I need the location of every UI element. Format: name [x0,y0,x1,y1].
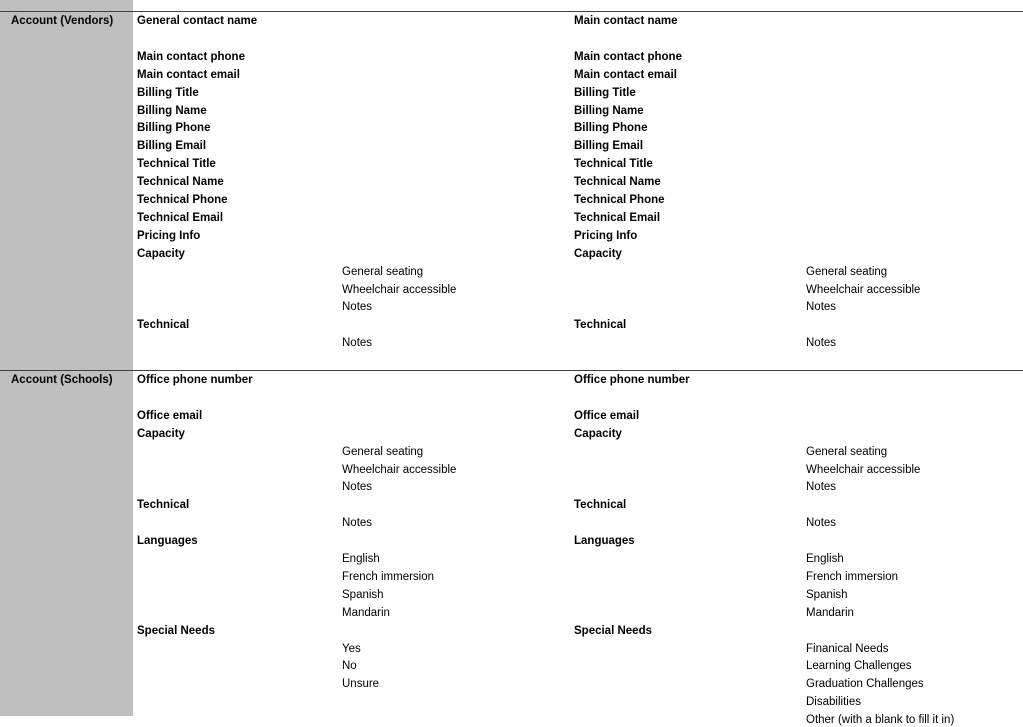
field-option: General seating [342,266,424,278]
field-option: French immersion [806,571,899,583]
field-option: Notes [342,301,373,313]
field-label: Main contact name [574,15,678,27]
field-label: Languages [574,535,635,547]
field-option: Spanish [342,589,384,601]
section-label: Account (Schools) [11,374,113,386]
field-option: Notes [806,337,837,349]
field-option: Spanish [806,589,848,601]
field-option: Finanical Needs [806,643,889,655]
field-label: Technical Phone [137,194,228,206]
field-label: Billing Email [137,140,207,152]
field-label: Office email [137,410,203,422]
field-label: Special Needs [574,625,652,637]
field-label: Technical [137,319,190,331]
field-option: Learning Challenges [806,660,912,672]
field-label: Capacity [574,428,622,440]
field-label: Billing Email [574,140,644,152]
field-label: Technical [574,499,627,511]
field-label: Pricing Info [574,230,638,242]
field-option: Mandarin [342,607,390,619]
field-label: Billing Title [137,87,199,99]
field-label: Capacity [137,428,185,440]
field-label: Office email [574,410,640,422]
field-label: Technical Email [574,212,661,224]
field-option: Notes [806,517,837,529]
field-label: Pricing Info [137,230,201,242]
field-label: Billing Title [574,87,636,99]
field-option: French immersion [342,571,435,583]
field-option: Wheelchair accessible [342,284,457,296]
field-label: Technical Name [137,176,224,188]
field-option: Wheelchair accessible [806,464,921,476]
field-label: Technical [137,499,190,511]
field-option: Yes [342,643,361,655]
field-label: Main contact email [574,69,677,81]
field-label: Office phone number [137,374,253,386]
field-option: English [342,553,380,565]
field-label: Billing Name [574,105,644,117]
field-label: Technical Title [137,158,216,170]
field-label: Technical Phone [574,194,665,206]
field-label: Languages [137,535,198,547]
field-label: Technical Title [574,158,653,170]
section-divider [0,370,1023,371]
field-label: Main contact email [137,69,240,81]
field-label: General contact name [137,15,258,27]
field-label: Technical [574,319,627,331]
label-column [0,0,133,716]
field-option: Other (with a blank to fill it in) [806,714,955,726]
field-option: Mandarin [806,607,854,619]
field-label: Special Needs [137,625,215,637]
field-label: Billing Phone [137,122,211,134]
field-option: Notes [342,517,373,529]
field-label: Main contact phone [574,51,682,63]
field-label: Capacity [574,248,622,260]
field-option: Notes [342,481,373,493]
field-label: Billing Name [137,105,207,117]
field-option: No [342,660,357,672]
section-divider [0,11,1023,12]
field-option: General seating [806,446,888,458]
field-option: Notes [806,301,837,313]
field-label: Technical Name [574,176,661,188]
section-label: Account (Vendors) [11,15,114,27]
field-label: Main contact phone [137,51,245,63]
field-option: Wheelchair accessible [806,284,921,296]
field-option: English [806,553,844,565]
field-option: General seating [806,266,888,278]
field-option: Unsure [342,678,380,690]
field-option: Notes [806,481,837,493]
field-label: Office phone number [574,374,690,386]
field-option: Disabilities [806,696,861,708]
field-label: Technical Email [137,212,224,224]
field-option: General seating [342,446,424,458]
field-label: Capacity [137,248,185,260]
field-option: Notes [342,337,373,349]
field-label: Billing Phone [574,122,648,134]
field-option: Wheelchair accessible [342,464,457,476]
field-option: Graduation Challenges [806,678,924,690]
